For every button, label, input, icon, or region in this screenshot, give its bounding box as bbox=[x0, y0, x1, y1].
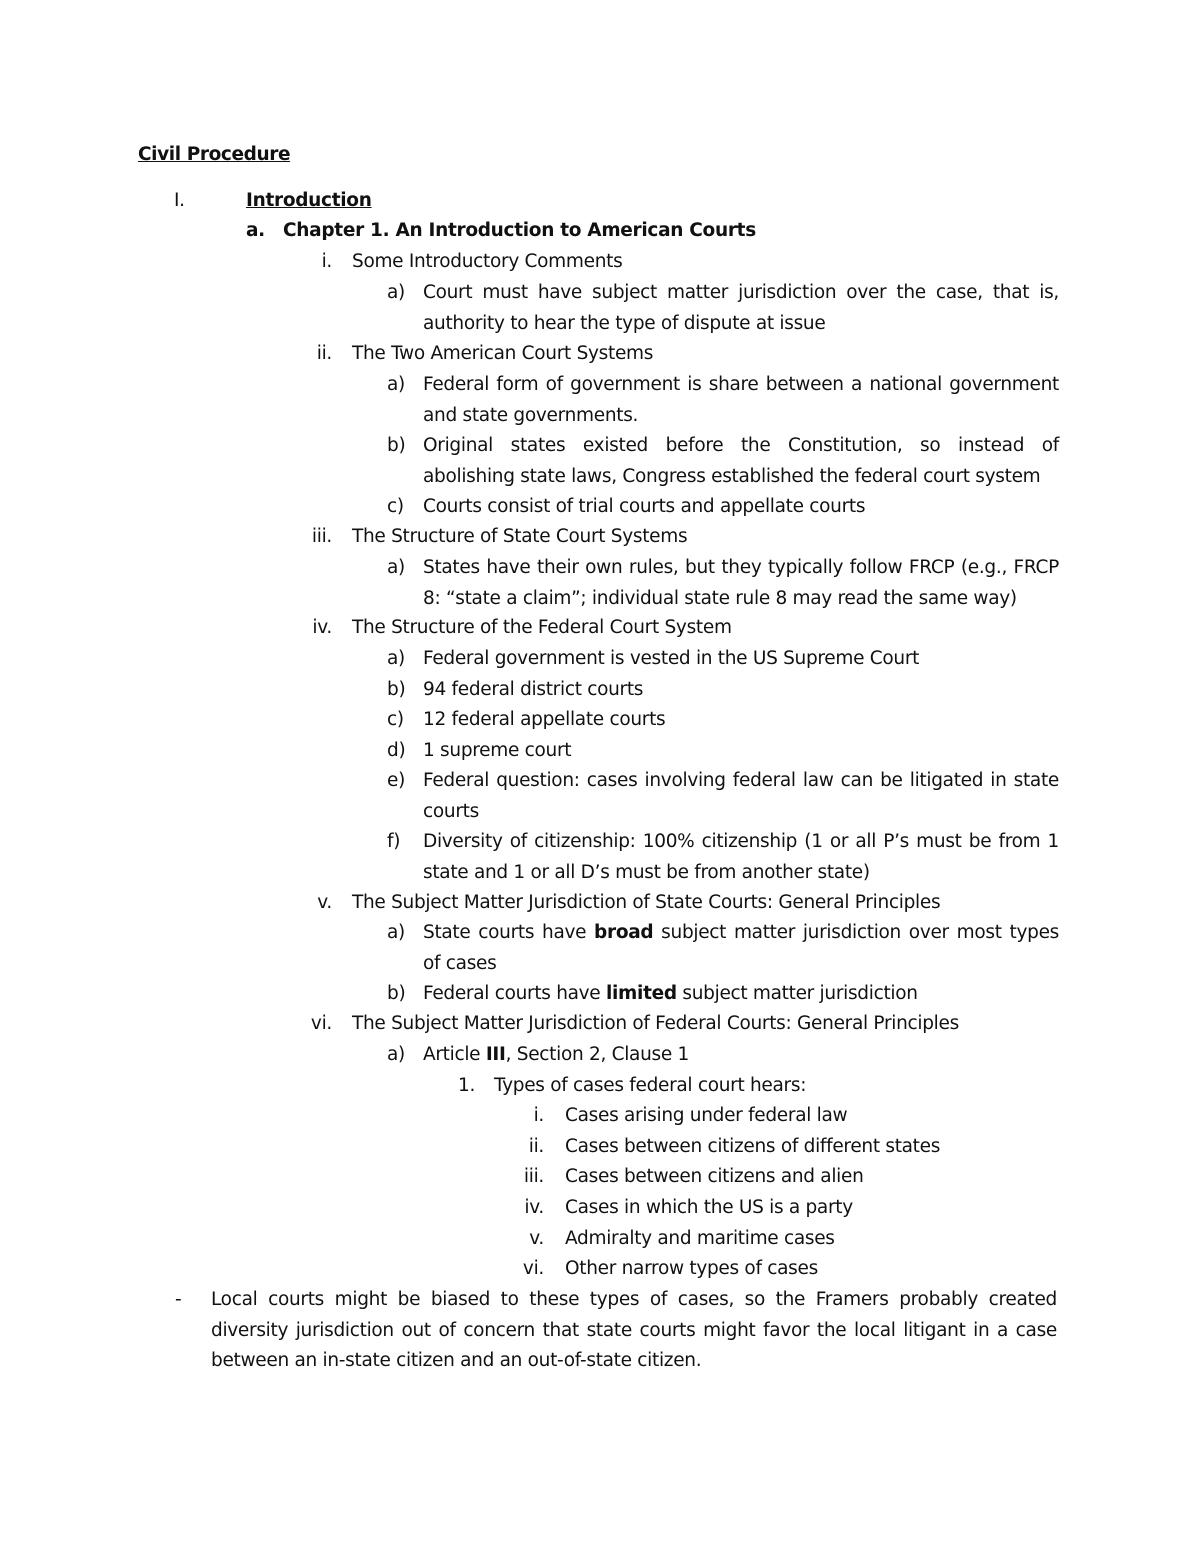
subsection-marker: iii. bbox=[311, 526, 332, 547]
item-marker: b) bbox=[387, 983, 406, 1004]
subsection-heading: The Structure of State Court Systems bbox=[352, 526, 688, 547]
case-marker: iv. bbox=[524, 1197, 544, 1218]
subsection-heading: The Subject Matter Jurisdiction of State Courts: General Principles bbox=[352, 892, 941, 913]
case-marker: vi. bbox=[522, 1258, 544, 1279]
numbered-item: Types of cases federal court hears: bbox=[494, 1075, 807, 1096]
item-marker: f) bbox=[387, 831, 401, 852]
emphasis: III bbox=[485, 1044, 506, 1065]
emphasis: limited bbox=[605, 983, 677, 1004]
case-item: Cases arising under federal law bbox=[565, 1105, 848, 1126]
subsection-marker: v. bbox=[317, 892, 332, 913]
case-marker: iii. bbox=[523, 1166, 544, 1187]
item-marker: a) bbox=[387, 648, 405, 669]
subsection-heading: Some Introductory Comments bbox=[352, 251, 623, 272]
list-item: State courts have broad subject matter jurisdiction over most types of cases bbox=[423, 922, 1059, 974]
subsection-marker: ii. bbox=[316, 343, 332, 364]
case-item: Other narrow types of cases bbox=[565, 1258, 818, 1279]
chapter-heading: Chapter 1. An Introduction to American Courts bbox=[283, 220, 756, 241]
subsection-marker: vi. bbox=[310, 1013, 332, 1034]
subsection-heading: The Subject Matter Jurisdiction of Federal Courts: General Principles bbox=[352, 1013, 959, 1034]
note-marker: - bbox=[175, 1289, 182, 1310]
case-item: Admiralty and maritime cases bbox=[565, 1228, 835, 1249]
list-item: Court must have subject matter jurisdiction over the case, that is, authority to hear the type of dispute at issue bbox=[423, 282, 1059, 334]
note-paragraph: Local courts might be biased to these types of cases, so the Framers probably created diversity jurisdiction out of concern that state courts might favor the local litigant in a case between an in-state citizen and an out-of-state citizen. bbox=[211, 1289, 1057, 1371]
case-item: Cases between citizens of different states bbox=[565, 1136, 941, 1157]
case-item: Cases in which the US is a party bbox=[565, 1197, 853, 1218]
case-item: Cases between citizens and alien bbox=[565, 1166, 864, 1187]
item-marker: d) bbox=[387, 740, 406, 761]
item-marker: a) bbox=[387, 922, 405, 943]
list-item: Federal question: cases involving federal law can be litigated in state courts bbox=[423, 770, 1059, 822]
list-item: Article III, Section 2, Clause 1 bbox=[423, 1044, 689, 1065]
list-item: Courts consist of trial courts and appellate courts bbox=[423, 496, 866, 517]
item-marker: a) bbox=[387, 1044, 405, 1065]
subsection-marker: i. bbox=[321, 251, 332, 272]
item-marker: a) bbox=[387, 557, 405, 578]
subsection-marker: iv. bbox=[312, 617, 332, 638]
chapter-marker: a. bbox=[246, 220, 265, 241]
list-item: Federal courts have limited subject matter jurisdiction bbox=[423, 983, 918, 1004]
list-item: Diversity of citizenship: 100% citizenship (1 or all P’s must be from 1 state and 1 or all D’s must be from another state) bbox=[423, 831, 1059, 883]
item-marker: c) bbox=[387, 709, 404, 730]
list-item: Federal form of government is share between a national government and state governments. bbox=[423, 374, 1059, 426]
list-item: Federal government is vested in the US Supreme Court bbox=[423, 648, 920, 669]
item-marker: b) bbox=[387, 435, 406, 456]
item-marker: e) bbox=[387, 770, 405, 791]
numbered-marker: 1. bbox=[458, 1075, 476, 1096]
item-marker: a) bbox=[387, 374, 405, 395]
subsection-heading: The Two American Court Systems bbox=[352, 343, 654, 364]
section-marker: I. bbox=[174, 190, 185, 211]
list-item: 94 federal district courts bbox=[423, 679, 644, 700]
case-marker: i. bbox=[533, 1105, 544, 1126]
subsection-heading: The Structure of the Federal Court System bbox=[352, 617, 732, 638]
item-marker: c) bbox=[387, 496, 404, 517]
item-marker: a) bbox=[387, 282, 405, 303]
document-title: Civil Procedure bbox=[138, 144, 291, 165]
emphasis: broad bbox=[594, 922, 654, 943]
item-marker: b) bbox=[387, 679, 406, 700]
list-item: Original states existed before the Constitution, so instead of abolishing state laws, Congress established the federal court system bbox=[423, 435, 1059, 487]
list-item: 12 federal appellate courts bbox=[423, 709, 666, 730]
case-marker: v. bbox=[529, 1228, 544, 1249]
list-item: States have their own rules, but they typically follow FRCP (e.g., FRCP 8: “state a claim”; individual state rule 8 may read the same way) bbox=[423, 557, 1059, 609]
case-marker: ii. bbox=[528, 1136, 544, 1157]
section-heading: Introduction bbox=[246, 190, 372, 211]
list-item: 1 supreme court bbox=[423, 740, 572, 761]
